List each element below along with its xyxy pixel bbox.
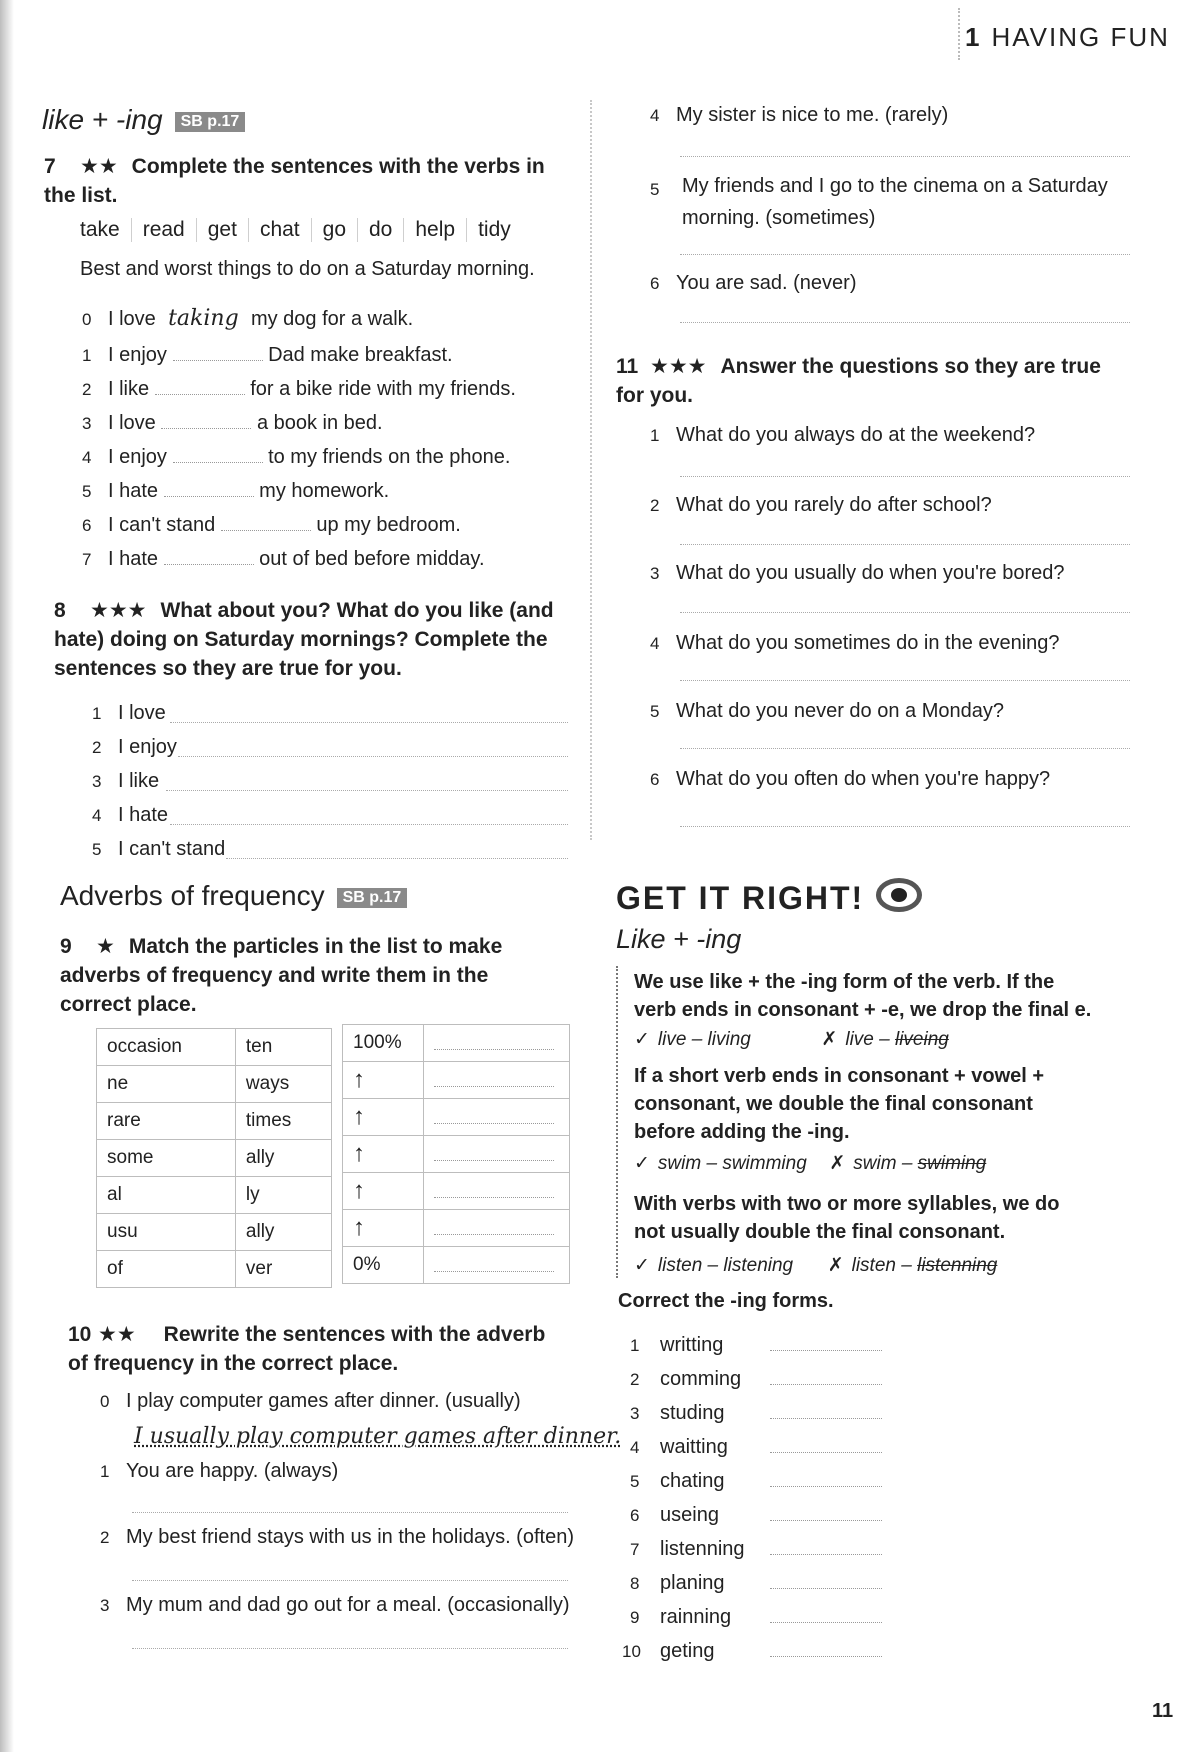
table-cell: ly bbox=[235, 1177, 331, 1214]
check-icon: ✓ bbox=[634, 1153, 650, 1174]
exercise-11-item: 1 What do you always do at the weekend? bbox=[650, 424, 1036, 446]
difficulty-stars: ★ bbox=[96, 935, 115, 958]
cross-icon: ✗ bbox=[829, 1153, 846, 1174]
difficulty-stars: ★★★ bbox=[650, 355, 707, 378]
exercise-7-heading: 7 ★★ Complete the sentences with the verbs in the list. bbox=[44, 152, 564, 210]
exercise-11-item: 3 What do you usually do when you're bored? bbox=[650, 562, 1065, 584]
table-cell: rare bbox=[97, 1103, 236, 1140]
exercise-7-intro: Best and worst things to do on a Saturday morning. bbox=[80, 258, 535, 280]
exercise-7-item: 0 I love taking my dog for a walk. bbox=[82, 306, 414, 331]
word-list bbox=[80, 218, 522, 242]
exercise-10-item: 1 You are happy. (always) bbox=[100, 1460, 339, 1482]
exercise-10-heading: 10 ★★ Rewrite the sentences with the adverb of frequency in the correct place. bbox=[68, 1320, 568, 1378]
difficulty-stars: ★★★ bbox=[90, 599, 147, 622]
answer-blank[interactable] bbox=[770, 1330, 882, 1351]
table-cell: occasion bbox=[97, 1029, 236, 1066]
answer-blank[interactable] bbox=[161, 408, 251, 429]
correction-item: 3 studing bbox=[630, 1398, 882, 1425]
rule-example: ✓ live – living ✗ live – liveing bbox=[634, 1029, 949, 1050]
answer-line[interactable] bbox=[680, 544, 1130, 545]
correction-item: 6 useing bbox=[630, 1500, 882, 1527]
rule-example: ✓ listen – listening ✗ listen – listenning bbox=[634, 1255, 998, 1276]
check-icon: ✓ bbox=[634, 1029, 650, 1050]
exercise-7-item: 2 I like for a bike ride with my friends. bbox=[82, 374, 516, 401]
answer-cell[interactable] bbox=[424, 1136, 570, 1173]
rule-text: With verbs with two or more syllables, we do not usually double the final consonant. bbox=[634, 1193, 1060, 1243]
get-it-right-subtitle: Like + -ing bbox=[616, 924, 742, 954]
answer-blank[interactable] bbox=[770, 1500, 882, 1521]
exercise-7-item: 7 I hate out of bed before midday. bbox=[82, 544, 485, 571]
correction-item: 8 planing bbox=[630, 1568, 882, 1595]
table-row bbox=[97, 1251, 332, 1288]
answer-blank[interactable] bbox=[770, 1364, 882, 1385]
table-row bbox=[97, 1140, 332, 1177]
rule-example: ✓ swim – swimming ✗ swim – swiming bbox=[634, 1153, 987, 1174]
cross-icon: ✗ bbox=[827, 1255, 844, 1276]
answer-line[interactable] bbox=[680, 748, 1130, 749]
word-item: chat bbox=[249, 218, 312, 242]
correction-item: 1 writting bbox=[630, 1330, 882, 1357]
exercise-10-item: 6 You are sad. (never) bbox=[650, 272, 857, 294]
scale-label: 100% bbox=[343, 1025, 424, 1062]
arrow-up-icon: ↑ bbox=[343, 1173, 424, 1210]
exercise-7-item: 6 I can't stand up my bedroom. bbox=[82, 510, 461, 537]
exercise-8-item: 2 I enjoy bbox=[92, 736, 177, 758]
answer-blank[interactable] bbox=[770, 1602, 882, 1623]
answer-line[interactable] bbox=[178, 756, 568, 757]
table-cell: ver bbox=[235, 1251, 331, 1288]
handwritten-answer: I usually play computer games after dinner. bbox=[134, 1424, 622, 1449]
answer-blank[interactable] bbox=[164, 544, 254, 565]
get-it-right-title: GET IT RIGHT! bbox=[616, 880, 865, 916]
answer-line[interactable] bbox=[170, 722, 568, 723]
answer-line[interactable] bbox=[680, 826, 1130, 827]
exercise-11-item: 4 What do you sometimes do in the evening? bbox=[650, 632, 1060, 654]
answer-line[interactable] bbox=[680, 254, 1130, 255]
correction-item: 10 geting bbox=[622, 1636, 882, 1663]
answer-blank[interactable] bbox=[770, 1432, 882, 1453]
word-item: read bbox=[132, 218, 197, 242]
word-item: take bbox=[80, 218, 132, 242]
correction-item: 5 chating bbox=[630, 1466, 882, 1493]
answer-line[interactable] bbox=[680, 612, 1130, 613]
exercise-7-item: 1 I enjoy Dad make breakfast. bbox=[82, 340, 453, 367]
table-cell: ally bbox=[235, 1214, 331, 1251]
cross-icon: ✗ bbox=[821, 1029, 838, 1050]
difficulty-stars: ★★ bbox=[80, 155, 118, 178]
answer-cell[interactable] bbox=[424, 1173, 570, 1210]
answer-blank[interactable] bbox=[770, 1568, 882, 1589]
answer-blank[interactable] bbox=[770, 1398, 882, 1419]
table-row bbox=[97, 1029, 332, 1066]
scale-label: 0% bbox=[343, 1247, 424, 1284]
sb-reference: SB p.17 bbox=[175, 112, 246, 132]
answer-blank[interactable] bbox=[164, 476, 254, 497]
check-icon: ✓ bbox=[634, 1255, 650, 1276]
table-cell: ways bbox=[235, 1066, 331, 1103]
word-item: tidy bbox=[478, 218, 511, 241]
table-row bbox=[343, 1062, 570, 1099]
answer-line[interactable] bbox=[680, 680, 1130, 681]
sb-reference: SB p.17 bbox=[337, 888, 408, 908]
table-row bbox=[97, 1066, 332, 1103]
page-edge-shadow bbox=[0, 0, 14, 1752]
answer-blank[interactable] bbox=[770, 1466, 882, 1487]
table-row bbox=[343, 1136, 570, 1173]
table-cell: times bbox=[235, 1103, 331, 1140]
unit-title: 1 HAVING FUN bbox=[965, 22, 1170, 52]
exercise-8-heading: 8 ★★★ What about you? What do you like (and hate) doing on Saturday mornings? Complete the sentences so they are true for you. bbox=[54, 596, 574, 683]
table-cell: ten bbox=[235, 1029, 331, 1066]
table-row bbox=[343, 1173, 570, 1210]
answer-cell[interactable] bbox=[424, 1025, 570, 1062]
word-item: help bbox=[404, 218, 467, 242]
exercise-10-item: 3 My mum and dad go out for a meal. (occasionally) bbox=[100, 1594, 570, 1616]
arrow-up-icon: ↑ bbox=[343, 1099, 424, 1136]
answer-blank[interactable] bbox=[173, 442, 263, 463]
answer-line[interactable] bbox=[170, 824, 568, 825]
page-number: 11 bbox=[1152, 1700, 1174, 1722]
table-cell: al bbox=[97, 1177, 236, 1214]
section-title-like-ing: like + -ing SB p.17 bbox=[42, 104, 245, 136]
answer-blank[interactable] bbox=[173, 340, 263, 361]
exercise-10-item: 2 My best friend stays with us in the holidays. (often) bbox=[100, 1526, 574, 1548]
exercise-11-item: 2 What do you rarely do after school? bbox=[650, 494, 992, 516]
frequency-scale-table bbox=[342, 1024, 570, 1284]
eye-icon bbox=[876, 878, 922, 912]
handwritten-answer: taking bbox=[168, 306, 239, 331]
answer-blank[interactable] bbox=[770, 1534, 882, 1555]
rule-text: If a short verb ends in consonant + vowel + consonant, we double the final consonant before adding the -ing. bbox=[634, 1065, 1045, 1143]
header-divider bbox=[958, 8, 960, 60]
exercise-11-heading: 11 ★★★ Answer the questions so they are true for you. bbox=[616, 352, 1116, 410]
particles-table bbox=[96, 1028, 332, 1288]
word-item: do bbox=[358, 218, 404, 242]
answer-line[interactable] bbox=[132, 1648, 568, 1649]
correction-item: 2 comming bbox=[630, 1364, 882, 1391]
table-row bbox=[97, 1214, 332, 1251]
exercise-10-item: 4 My sister is nice to me. (rarely) bbox=[650, 104, 949, 126]
answer-line[interactable] bbox=[226, 858, 568, 859]
word-item: get bbox=[197, 218, 249, 242]
exercise-10-example: 0 I play computer games after dinner. (usually) bbox=[100, 1390, 521, 1412]
answer-cell[interactable] bbox=[424, 1062, 570, 1099]
answer-cell[interactable] bbox=[424, 1210, 570, 1247]
answer-line[interactable] bbox=[680, 476, 1130, 477]
exercise-8-item: 1 I love bbox=[92, 702, 166, 724]
answer-line[interactable] bbox=[680, 322, 1130, 323]
exercise-7-item: 3 I love a book in bed. bbox=[82, 408, 383, 435]
correction-item: 4 waitting bbox=[630, 1432, 882, 1459]
answer-blank[interactable] bbox=[155, 374, 245, 395]
exercise-10-item: 5 My friends and I go to the cinema on a Saturday morning. (sometimes) bbox=[650, 175, 1108, 229]
table-row bbox=[97, 1177, 332, 1214]
word-item: go bbox=[312, 218, 358, 242]
answer-line[interactable] bbox=[132, 1580, 568, 1581]
exercise-11-item: 5 What do you never do on a Monday? bbox=[650, 700, 1004, 722]
correct-forms-title: Correct the -ing forms. bbox=[618, 1290, 834, 1312]
rule-text: We use like + the -ing form of the verb. If the verb ends in consonant + -e, we drop the final e. bbox=[634, 971, 1092, 1021]
correction-item: 9 rainning bbox=[630, 1602, 882, 1629]
answer-cell[interactable] bbox=[424, 1247, 570, 1284]
arrow-up-icon: ↑ bbox=[343, 1062, 424, 1099]
difficulty-stars: ★★ bbox=[98, 1323, 136, 1346]
exercise-7-item: 5 I hate my homework. bbox=[82, 476, 389, 503]
arrow-up-icon: ↑ bbox=[343, 1136, 424, 1173]
exercise-8-item: 4 I hate bbox=[92, 804, 169, 826]
exercise-8-item: 5 I can't stand bbox=[92, 838, 226, 860]
exercise-7-item: 4 I enjoy to my friends on the phone. bbox=[82, 442, 510, 469]
exercise-9-heading: 9 ★ Match the particles in the list to make adverbs of frequency and write them in the correct place. bbox=[60, 932, 560, 1019]
table-row bbox=[343, 1247, 570, 1284]
table-cell: of bbox=[97, 1251, 236, 1288]
exercise-8-item: 3 I like bbox=[92, 770, 160, 792]
table-cell: some bbox=[97, 1140, 236, 1177]
table-cell: ally bbox=[235, 1140, 331, 1177]
answer-blank[interactable] bbox=[770, 1636, 882, 1657]
table-row bbox=[343, 1210, 570, 1247]
answer-blank[interactable] bbox=[221, 510, 311, 531]
arrow-up-icon: ↑ bbox=[343, 1210, 424, 1247]
correction-item: 7 listenning bbox=[630, 1534, 882, 1561]
answer-line[interactable] bbox=[132, 1512, 568, 1513]
answer-line[interactable] bbox=[166, 790, 568, 791]
table-row bbox=[343, 1025, 570, 1062]
column-divider bbox=[590, 100, 592, 840]
table-row bbox=[343, 1099, 570, 1136]
answer-cell[interactable] bbox=[424, 1099, 570, 1136]
table-cell: usu bbox=[97, 1214, 236, 1251]
exercise-11-item: 6 What do you often do when you're happy? bbox=[650, 768, 1051, 790]
table-row bbox=[97, 1103, 332, 1140]
table-cell: ne bbox=[97, 1066, 236, 1103]
answer-line[interactable] bbox=[680, 156, 1130, 157]
section-title-adverbs: Adverbs of frequency SB p.17 bbox=[60, 880, 407, 912]
